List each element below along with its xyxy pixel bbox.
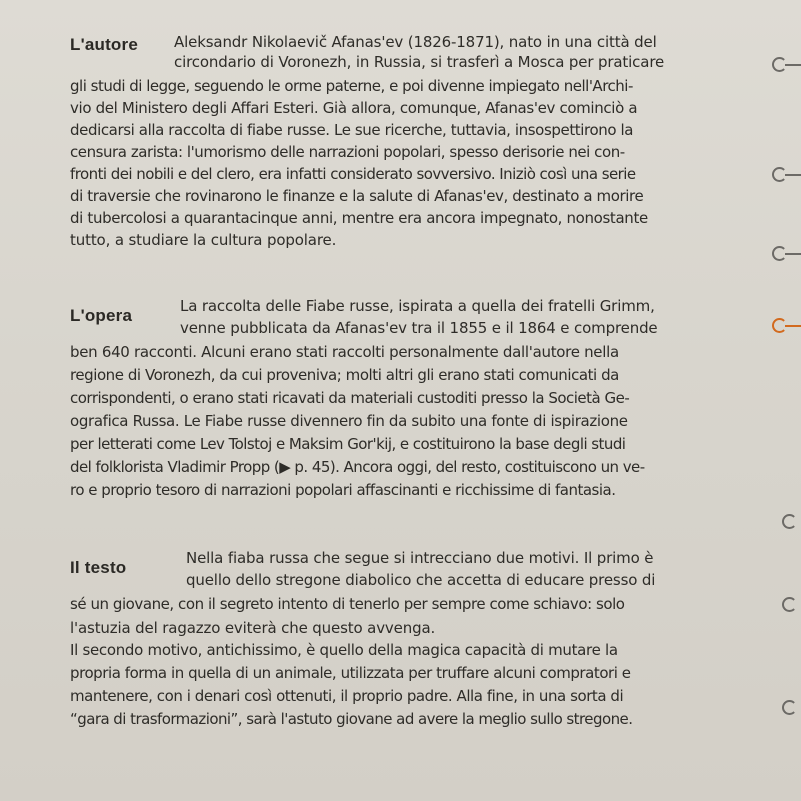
text-line: l'astuzia del ragazzo eviterà che questo avvenga.: [70, 619, 436, 637]
text-line: di traversie che rovinarono le finanze e la salute di Afanas'ev, destinato a morire: [70, 187, 644, 205]
text-line: sé un giovane, con il segreto intento di tenerlo per sempre come schiavo: solo: [70, 595, 625, 613]
text-line: Aleksandr Nikolaevič Afanas'ev (1826-1871), nato in una città del: [174, 33, 657, 51]
binder-ring-icon: [772, 246, 787, 261]
text-line: mantenere, con i denari così ottenuti, il proprio padre. Alla fine, in una sorta di: [70, 687, 624, 705]
text-line: ben 640 racconti. Alcuni erano stati raccolti personalmente dall'autore nella: [70, 343, 619, 361]
text-line: fronti dei nobili e del clero, era infatti considerato sovversivo. Iniziò così una serie: [70, 165, 636, 183]
text-line: quello dello stregone diabolico che accetta di educare presso di: [186, 571, 656, 589]
text-line: di tubercolosi a quarantacinque anni, mentre era ancora impegnato, nonostante: [70, 209, 648, 227]
text-line: dedicarsi alla raccolta di fiabe russe. Le sue ricerche, tuttavia, insospettirono la: [70, 121, 634, 139]
section-heading: L'autore: [70, 35, 138, 54]
text-line: venne pubblicata da Afanas'ev tra il 1855 e il 1864 e comprende: [180, 319, 658, 337]
text-line: tutto, a studiare la cultura popolare.: [70, 231, 337, 249]
binder-ring-icon: [782, 514, 797, 529]
text-line: propria forma in quella di un animale, utilizzata per truffare alcuni compratori e: [70, 664, 631, 682]
binder-ring-icon: [782, 597, 797, 612]
text-line: corrispondenti, o erano stati ricavati da materiali custoditi presso la Società Ge-: [70, 389, 630, 407]
text-line: ro e proprio tesoro di narrazioni popolari affascinanti e ricchissime di fantasia.: [70, 481, 616, 499]
binder-ring-icon: [772, 57, 787, 72]
text-line: circondario di Voronezh, in Russia, si trasferì a Mosca per praticare: [174, 53, 665, 71]
text-line: “gara di trasformazioni”, sarà l'astuto giovane ad avere la meglio sullo stregone.: [70, 710, 633, 728]
text-line: regione di Voronezh, da cui proveniva; molti altri gli erano stati comunicati da: [70, 366, 619, 384]
text-line: La raccolta delle Fiabe russe, ispirata a quella dei fratelli Grimm,: [180, 297, 655, 315]
text-line: ografica Russa. Le Fiabe russe divennero fin da subito una fonte di ispirazione: [70, 412, 628, 430]
text-line: Il secondo motivo, antichissimo, è quello della magica capacità di mutare la: [70, 641, 618, 659]
text-line: per letterati come Lev Tolstoj e Maksim Gor'kij, e costituirono la base degli studi: [70, 435, 626, 453]
section-heading: Il testo: [70, 558, 127, 577]
text-line: gli studi di legge, seguendo le orme paterne, e poi divenne impiegato nell'Archi-: [70, 77, 633, 95]
text-line: del folklorista Vladimir Propp (▶ p. 45). Ancora oggi, del resto, costituiscono un ve-: [70, 458, 645, 476]
binder-ring-icon: [782, 700, 797, 715]
binder-ring-icon: [772, 318, 787, 333]
text-line: Nella fiaba russa che segue si intrecciano due motivi. Il primo è: [186, 549, 654, 567]
section-heading: L'opera: [70, 306, 133, 325]
text-line: vio del Ministero degli Affari Esteri. Già allora, comunque, Afanas'ev cominciò a: [70, 99, 638, 117]
text-line: censura zarista: l'umorismo delle narrazioni popolari, spesso derisorie nei con-: [70, 143, 625, 161]
binder-ring-icon: [772, 167, 787, 182]
